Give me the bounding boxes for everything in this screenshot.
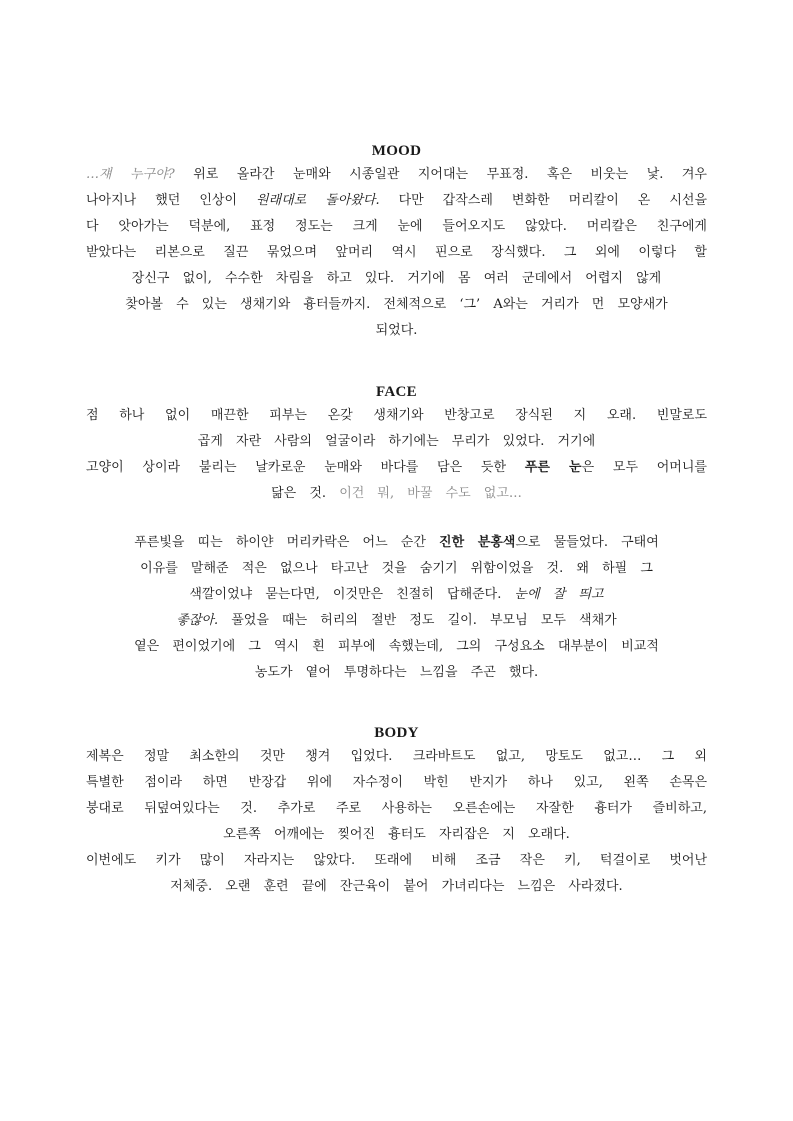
face-line-6: 이유를 말해준 적은 없으나 타고난 것을 숨기기 위함이었을 것. 왜 하필 그: [140, 561, 653, 576]
mood-line-6: 찾아볼 수 있는 생채기와 흉터들까지. 전체적으로 ‘그’ A와는 거리가 먼 모양새가: [125, 297, 668, 312]
face-line-4: 닮은 것. 이건 뭐, 바꿀 수도 없고…: [271, 486, 522, 501]
face-line-9: 옅은 편이었기에 그 역시 흰 피부에 속했는데, 그의 구성요소 대부분이 비교적: [134, 639, 659, 654]
mood-line-7: 되었다.: [375, 323, 418, 338]
body-line-3: 붕대로 뒤덮여있다는 것. 추가로 주로 사용하는 오른손에는 자잘한 흉터가 즐비하고,: [86, 801, 707, 816]
body-line-1: 제복은 정말 최소한의 것만 챙겨 입었다. 크라바트도 없고, 망토도 없고… 그 외: [86, 749, 707, 764]
body-line-4: 오른쪽 어깨에는 찢어진 흉터도 자리잡은 지 오래다.: [223, 827, 570, 842]
face-line-8: 좋잖아. 풀었을 때는 허리의 절반 정도 길이. 부모님 모두 색채가: [176, 613, 617, 628]
face-line-1: 점 하나 없이 매끈한 피부는 온갖 생채기와 반창고로 장식된 지 오래. 빈말로도: [86, 408, 707, 423]
section-body: [0, 722, 793, 900]
mood-line-1: …쟤 누구야? 위로 올라간 눈매와 시종일관 지어대는 무표정. 혹은 비웃는 낯. 겨우: [86, 167, 707, 182]
body-line-5: 이번에도 키가 많이 자라지는 않았다. 또래에 비해 조금 작은 키, 턱걸이로 벗어난: [86, 853, 707, 868]
mood-line-2: 나아지나 했던 인상이 원래대로 돌아왔다. 다만 갑작스레 변화한 머리칼이 온 시선을: [86, 193, 708, 208]
mood-heading: MOOD: [371, 143, 422, 159]
body-heading: BODY: [374, 725, 419, 741]
face-heading: FACE: [376, 384, 417, 400]
mood-line-3: 다 앗아가는 덕분에, 표정 정도는 크게 눈에 들어오지도 않았다. 머리칼은 친구에게: [86, 219, 707, 234]
body-line-2: 특별한 점이라 하면 반장갑 위에 자수정이 박힌 반지가 하나 있고, 왼쪽 손목은: [86, 775, 707, 790]
face-line-3: 고양이 상이라 불리는 날카로운 눈매와 바다를 담은 듯한 푸른 눈은 모두 어머니를: [86, 460, 707, 475]
mood-line-4: 받았다는 리본으로 질끈 묶었으며 앞머리 역시 핀으로 장식했다. 그 외에 이렇다 할: [86, 245, 707, 260]
section-face: [0, 381, 793, 686]
face-line-10: 농도가 옅어 투명하다는 느낌을 주곤 했다.: [254, 665, 539, 680]
face-line-5: 푸른빛을 띠는 하이얀 머리카락은 어느 순간 진한 분홍색으로 물들었다. 구태여: [134, 535, 659, 550]
paragraph-gap: [0, 507, 793, 530]
face-line-7: 색깔이었냐 묻는다면, 이것만은 친절히 답해준다. 눈에 잘 띄고: [189, 587, 604, 602]
body-line-6: 저체중. 오랜 훈련 끝에 잔근육이 붙어 가녀리다는 느낌은 사라졌다.: [170, 879, 623, 894]
section-mood: [0, 140, 793, 344]
mood-line-5: 장신구 없이, 수수한 차림을 하고 있다. 거기에 몸 여러 군데에서 어렵지 않게: [131, 271, 662, 286]
face-line-2: 곱게 자란 사람의 얼굴이라 하기에는 무리가 있었다. 거기에: [197, 434, 596, 449]
